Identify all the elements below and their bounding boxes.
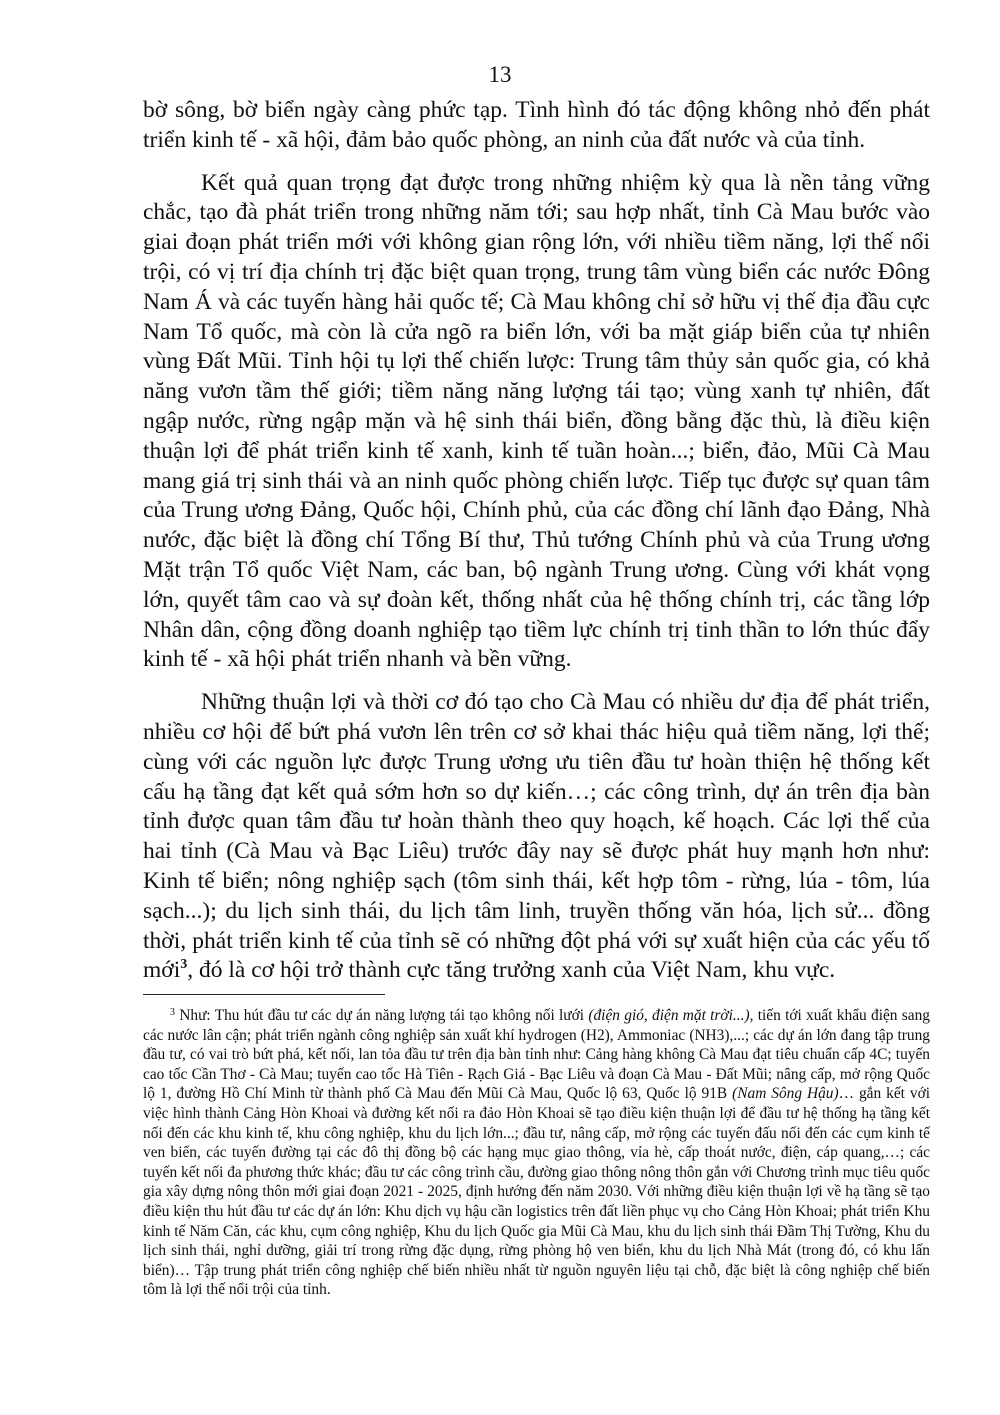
paragraph-achievements: Kết quả quan trọng đạt được trong những nhiệm kỳ qua là nền tảng vững chắc, tạo đà phát triển trong những năm tới; sau hợp nhất, tỉnh Cà Mau bước vào giai đoạn phát triển mới với không gian rộng lớn, với nhiều tiềm năng, lợi thế nổi trội, có vị trí địa chính trị đặc biệt quan trọng, trung tâm vùng biển các nước Đông Nam Á và các tuyến hàng hải quốc tế; Cà Mau không chỉ sở hữu vị thế địa đầu cực Nam Tổ quốc, mà còn là cửa ngõ ra biển lớn, với ba mặt giáp biển của tự nhiên vùng Đất Mũi. Tỉnh hội tụ lợi thế chiến lược: Trung tâm thủy sản quốc gia, có khả năng vươn tầm thế giới; tiềm năng năng lượng tái tạo; vùng xanh tự nhiên, đất ngập nước, rừng ngập mặn và hệ sinh thái biển, đồng bằng đặc thù, là điều kiện thuận lợi để phát triển kinh tế xanh, kinh tế tuần hoàn...; biển, đảo, Mũi Cà Mau mang giá trị sinh thái và an ninh quốc phòng chiến lược. Tiếp tục được sự quan tâm của Trung ương Đảng, Quốc hội, Chính phủ, của các đồng chí lãnh đạo Đảng, Nhà nước, đặc biệt là đồng chí Tổng Bí thư, Thủ tướng Chính phủ và của Trung ương Mặt trận Tổ quốc Việt Nam, các ban, bộ ngành Trung ương. Cùng với khát vọng lớn, quyết tâm cao và sự đoàn kết, thống nhất của hệ thống chính trị, các tầng lớp Nhân dân, cộng đồng doanh nghiệp tạo tiềm lực chính trị tinh thần to lớn thúc đẩy kinh tế - xã hội phát triển nhanh và bền vững.: [143, 169, 930, 673]
body-text: [143, 96, 930, 986]
footnote-text: Như: Thu hút đầu tư các dự án năng lượng tái tạo không nối lưới: [175, 1007, 589, 1024]
footnote-reference[interactable]: 3: [180, 957, 188, 973]
footnote-mark: 3: [170, 1007, 175, 1018]
paragraph-opportunities: [143, 688, 930, 986]
footnote-text-2: , tiến tới xuất khẩu điện sang các nước lân cận; phát triển ngành công nghiệp sản xuất khí hydrogen (H2), Ammoniac (NH3),...; các dự án lớn đang tập trung đầu tư, có vai trò bứt phá, kết nối, lan tỏa đầu tư trên địa bàn tỉnh như: Cảng hàng không Cà Mau đạt tiêu chuẩn cấp 4C; tuyến cao tốc Cần Thơ - Cà Mau; tuyến cao tốc Hà Tiên - Rạch Giá - Bạc Liêu và đoạn Cà Mau - Đất Mũi; nâng cấp, mở rộng Quốc lộ 1, đường Hồ Chí Minh từ thành phố Cà Mau đến Mũi Cà Mau, Quốc lộ 63, Quốc lộ 91B: [143, 1007, 930, 1103]
paragraph-continuation: bờ sông, bờ biển ngày càng phức tạp. Tình hình đó tác động không nhỏ đến phát triển kinh tế - xã hội, đảm bảo quốc phòng, an ninh của đất nước và của tỉnh.: [143, 97, 930, 153]
footnote-italic-1: (điện gió, điện mặt trời...): [588, 1007, 750, 1024]
page-number: 13: [488, 62, 512, 87]
footnote-text-3: … gắn kết với việc hình thành Cảng Hòn Khoai và đường kết nối ra đảo Hòn Khoai sẽ tạo điều kiện thuận lợi để đầu tư hệ thống hạ tầng kết nối đến các khu kinh tế, khu công nghiệp, khu du lịch lớn...; đầu tư, nâng cấp, mở rộng các tuyến đấu nối đến các cụm kinh tế ven biển, các tuyến đường tại các đô thị đồng bộ các hạng mục giao thông, vỉa hè, cấp thoát nước, điện, cáp quang,…; các tuyến kết nối đa phương thức khác; đầu tư các công trình cầu, đường giao thông nông thôn gắn với Chương trình mục tiêu quốc gia xây dựng nông thôn mới giai đoạn 2021 - 2025, định hướng đến năm 2030. Với những điều kiện thuận lợi về hạ tầng sẽ tạo điều kiện thu hút đầu tư các dự án lớn: Khu dịch vụ hậu cần logistics trên đất liền phục vụ cho Cảng Hòn Khoai; phát triển Khu kinh tế Năm Căn, các khu, cụm công nghiệp, Khu du lịch Quốc gia Mũi Cà Mau, khu du lịch sinh thái Đầm Thị Tường, Khu du lịch sinh thái, nghỉ dưỡng, giải trí trong rừng đặc dụng, rừng phòng hộ ven biển, khu du lịch Nhà Mát (trong đó, có khu lấn biển)… Tập trung phát triển công nghiệp chế biến nhiều nhất từ nguồn nguyên liệu tại chỗ, đặc biệt là công nghiệp chế biến tôm là lợi thế nổi trội của tỉnh.: [143, 1085, 930, 1299]
footnote-separator: [143, 994, 385, 995]
footnote-italic-2: (Nam Sông Hậu): [732, 1085, 839, 1103]
paragraph-opportunities-text: Những thuận lợi và thời cơ đó tạo cho Cà Mau có nhiều dư địa để phát triển, nhiều cơ hội để bứt phá vươn lên trên cơ sở khai thác hiệu quả tiềm năng, lợi thế; cùng với các nguồn lực được Trung ương ưu tiên đầu tư hoàn thiện hệ thống kết cấu hạ tầng đạt kết quả sớm hơn so dự kiến…; các công trình, dự án trên địa bàn tỉnh được quan tâm đầu tư hoàn thành theo quy hoạch, kế hoạch. Các lợi thế của hai tỉnh (Cà Mau và Bạc Liêu) trước đây nay sẽ được phát huy mạnh hơn như: Kinh tế biển; nông nghiệp sạch (tôm sinh thái, kết hợp tôm - rừng, lúa - tôm, lúa sạch...); du lịch sinh thái, du lịch tâm linh, truyền thống văn hóa, lịch sử... đồng thời, phát triển kinh tế của tỉnh sẽ có những đột phá với sự xuất hiện của các yếu tố mới: [143, 689, 930, 984]
paragraph-opportunities-text-end: , đó là cơ hội trở thành cực tăng trưởng xanh của Việt Nam, khu vực.: [187, 957, 836, 984]
footnote: [143, 1006, 930, 1300]
